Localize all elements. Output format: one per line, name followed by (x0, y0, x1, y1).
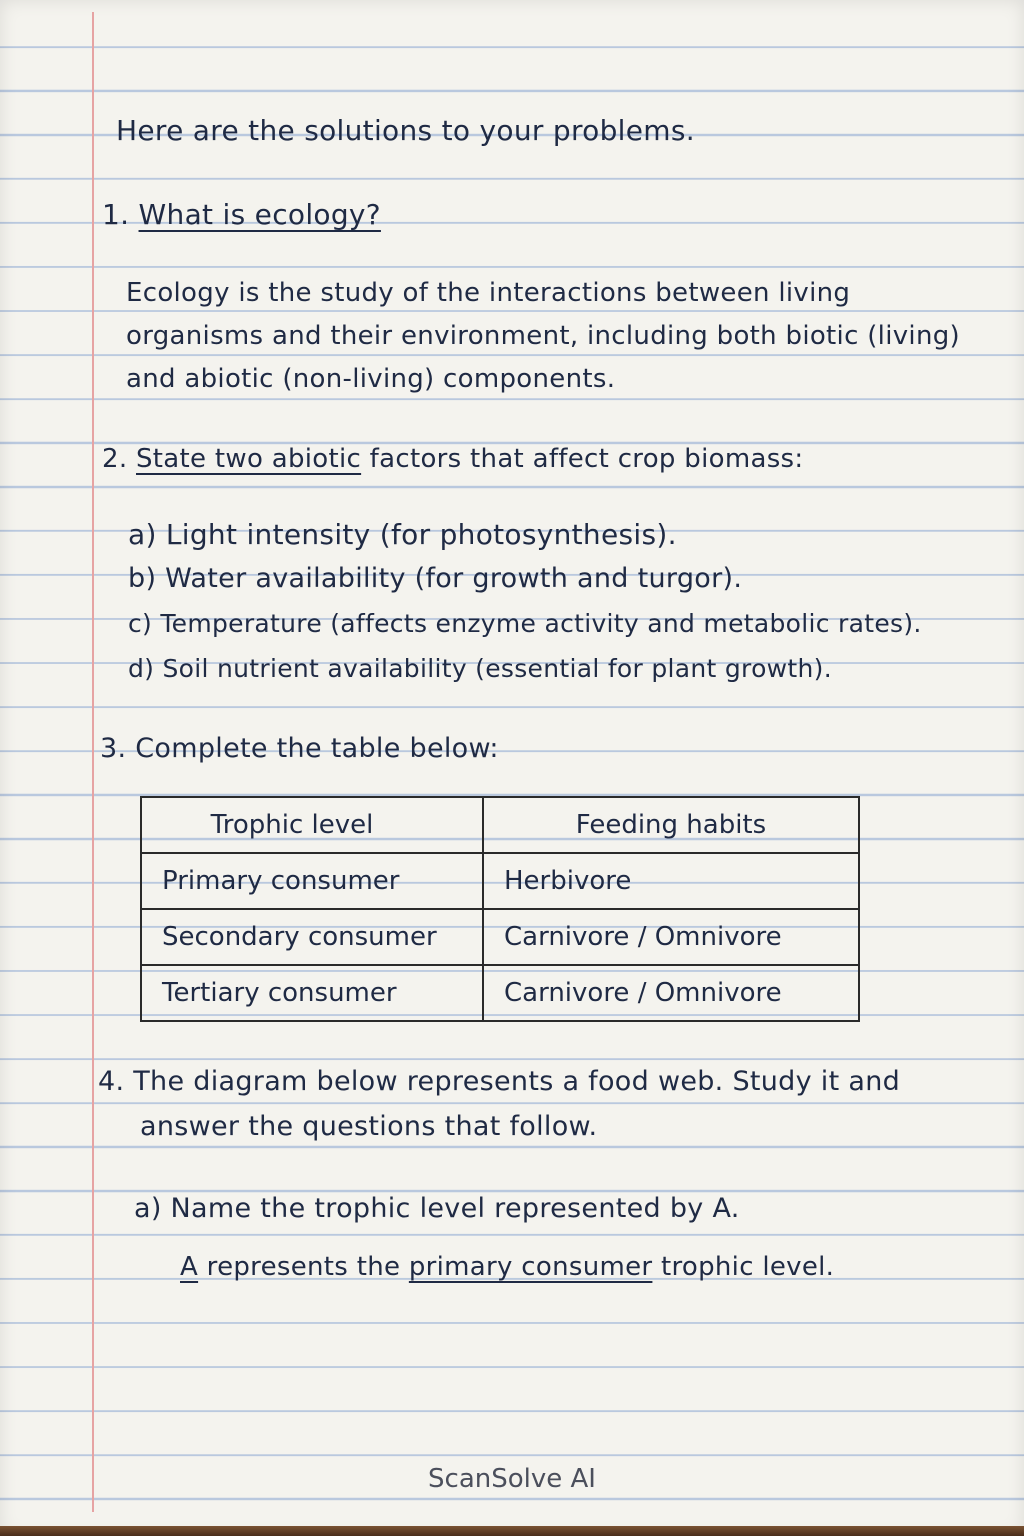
q4a-question: a) Name the trophic level represented by A. (134, 1193, 740, 1224)
q2-item-d: d) Soil nutrient availability (essential for plant growth). (128, 654, 832, 683)
q4a-answer-mid: represents the (198, 1252, 409, 1282)
q3-question: Complete the table below: (135, 733, 499, 764)
table-cell-level: Secondary consumer (141, 909, 483, 965)
q2-number: 2. (102, 444, 128, 474)
q1-answer-line-1: Ecology is the study of the interactions between living (126, 278, 851, 308)
q2-item-b: b) Water availability (for growth and turgor). (128, 563, 743, 594)
table-cell-habit: Herbivore (483, 853, 859, 909)
table-header-trophic-level: Trophic level (141, 797, 483, 853)
table-cell-level: Primary consumer (141, 853, 483, 909)
q3-number: 3. (100, 733, 127, 764)
table-header-feeding-habits: Feeding habits (483, 797, 859, 853)
q4a-answer (180, 1252, 834, 1282)
table-header-row (141, 797, 859, 853)
q4-heading-line-1 (98, 1066, 900, 1097)
q4-question-line-1: The diagram below represents a food web. Study it and (133, 1066, 901, 1097)
q2-item-c: c) Temperature (affects enzyme activity and metabolic rates). (128, 609, 922, 638)
q2-question-rest: factors that affect crop biomass: (361, 444, 804, 474)
q1-heading (102, 198, 381, 231)
q2-heading (102, 444, 803, 474)
q1-answer-line-2: organisms and their environment, including both biotic (living) (126, 321, 960, 351)
q4a-answer-term: primary consumer (408, 1252, 653, 1282)
desk-edge (0, 1526, 1024, 1536)
table-row (141, 965, 859, 1021)
table-row (141, 853, 859, 909)
q4a-answer-a: A (180, 1252, 199, 1282)
margin-line (92, 12, 94, 1512)
table-row (141, 909, 859, 965)
trophic-table (140, 796, 860, 1022)
table-cell-level: Tertiary consumer (141, 965, 483, 1021)
q4-number: 4. (98, 1066, 125, 1097)
table-cell-habit: Carnivore / Omnivore (483, 965, 859, 1021)
footer-brand: ScanSolve AI (428, 1464, 596, 1494)
q4-question-line-2: answer the questions that follow. (140, 1111, 598, 1142)
q1-answer-line-3: and abiotic (non-living) components. (126, 364, 616, 394)
q4a-answer-end: trophic level. (652, 1252, 835, 1282)
intro-text: Here are the solutions to your problems. (116, 114, 695, 147)
q2-item-a: a) Light intensity (for photosynthesis). (128, 518, 677, 551)
q3-heading (100, 733, 499, 764)
q2-question-underlined: State two abiotic (136, 444, 362, 474)
q1-question: What is ecology? (138, 198, 381, 231)
q1-number: 1. (102, 198, 130, 231)
table-cell-habit: Carnivore / Omnivore (483, 909, 859, 965)
